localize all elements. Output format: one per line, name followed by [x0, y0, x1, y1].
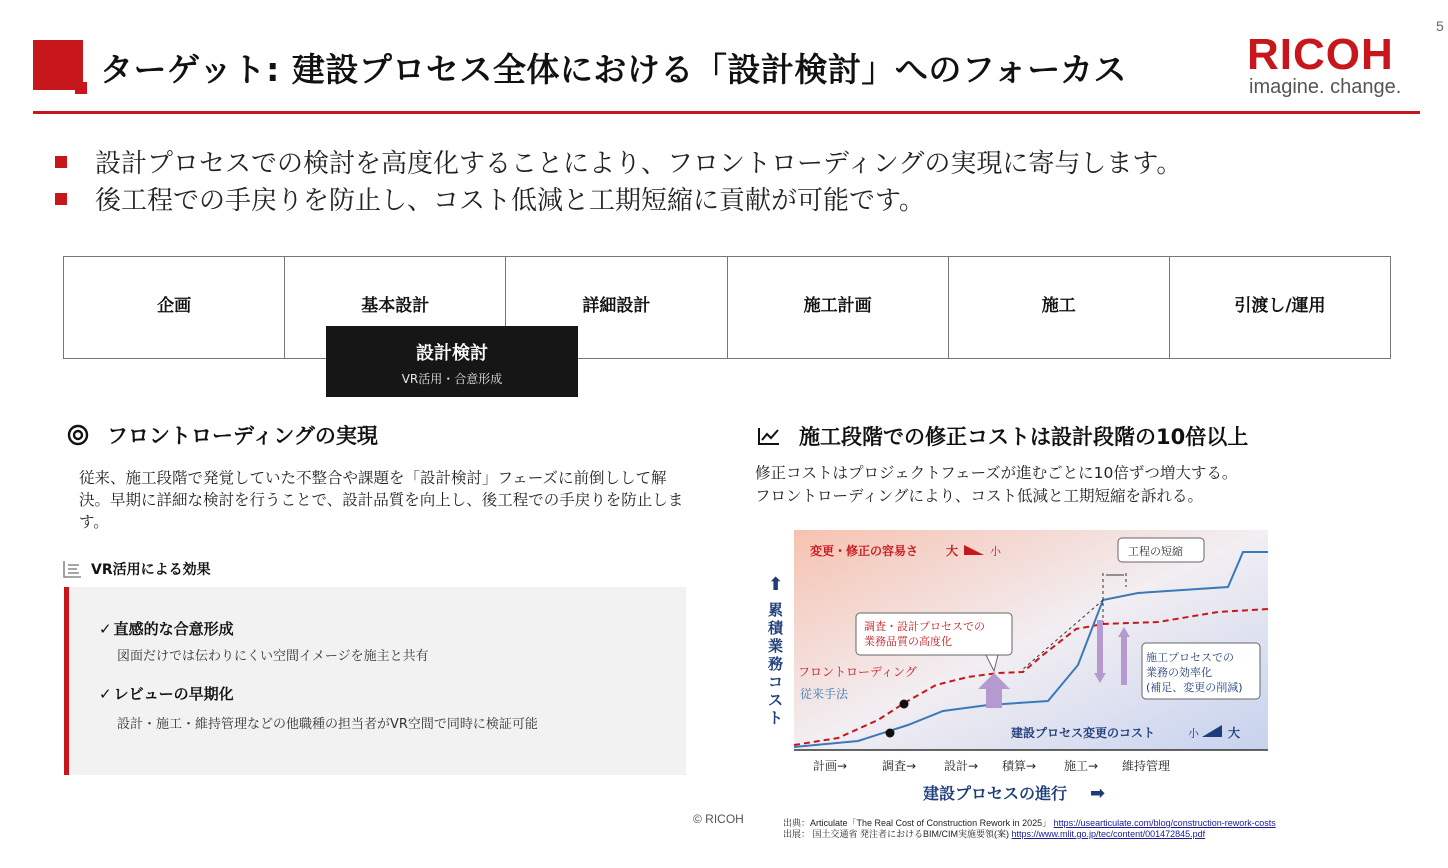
bottom-cost-label: 建設プロセス変更のコスト: [1011, 726, 1156, 740]
target-icon: [67, 424, 89, 446]
bottom-large-label: 大: [1228, 726, 1241, 740]
vr-effects-box: [64, 587, 686, 775]
y-axis-label: [767, 601, 784, 727]
series-label-conventional: 従来手法: [800, 687, 849, 701]
title-divider: [33, 111, 1420, 114]
frontloading-heading: [67, 420, 378, 450]
page-number: 5: [1436, 18, 1444, 34]
bullet-item: [55, 180, 925, 217]
slide-title: ターゲット: 建設プロセス全体における「設計検討」へのフォーカス: [100, 50, 1128, 89]
top-small-label: 小: [990, 545, 1001, 558]
design-review-focus-box: [326, 326, 578, 397]
y-label-char: ト: [768, 709, 784, 727]
annotation-text: 業務の効率化: [1146, 666, 1212, 679]
logo-tagline: imagine. change.: [1249, 76, 1402, 98]
check-icon: ✓: [99, 685, 112, 703]
x-tick-labels: [813, 758, 1170, 773]
ricoh-logo: RICOH: [1247, 30, 1394, 79]
vr-effects-heading: [62, 559, 211, 579]
bullet-text: 後工程での手戻りを防止し、コスト低減と工期短縮に貢献が可能です。: [95, 186, 925, 216]
x-tick-label: 調査→: [882, 759, 917, 773]
y-label-char: 積: [768, 619, 784, 637]
x-tick-label: 積算→: [1002, 759, 1037, 773]
phase-construction-planning: 施工計画: [728, 257, 949, 358]
top-large-label: 大: [946, 544, 959, 558]
bullet-square-icon: [55, 156, 67, 168]
source-text: 出展： 国土交通省 発注者におけるBIM/CIM実施要領(案): [783, 829, 1009, 839]
y-label-char: 務: [768, 655, 784, 673]
y-label-char: コ: [768, 673, 784, 691]
paragraph-line: フロントローディングにより、コスト低減と工期短縮を訴れる。: [755, 487, 1203, 505]
annotation-text: 施工プロセスでの: [1146, 651, 1234, 664]
annotation-text: 調査・設計プロセスでの: [864, 620, 985, 633]
x-axis-label: 建設プロセスの進行: [923, 784, 1068, 803]
section-heading-text: フロントローディングの実現: [107, 424, 378, 448]
y-axis-arrow-icon: ⬆: [768, 574, 784, 595]
series-label-frontloading: フロントローディング: [798, 665, 917, 679]
source-link[interactable]: https://usearticulate.com/blog/construction-rework-costs: [1053, 818, 1276, 828]
cost-curve-chart: [758, 525, 1278, 810]
data-point: [900, 700, 909, 709]
phase-detailed-design: 詳細設計: [506, 257, 727, 358]
line-chart-icon: [757, 426, 781, 446]
rework-cost-heading: [757, 421, 1248, 451]
x-tick-label: 維持管理: [1122, 759, 1171, 773]
y-label-char: 累: [768, 601, 784, 619]
top-ease-label: 変更・修正の容易さ: [810, 544, 919, 558]
annotation-text: (補足、変更の削減): [1146, 681, 1243, 694]
x-tick-label: 施工→: [1064, 759, 1099, 773]
phase-basic-design: 基本設計: [285, 257, 506, 358]
data-point: [886, 729, 895, 738]
section-heading-text: 施工段階での修正コストは設計段階の10倍以上: [799, 425, 1249, 449]
phase-planning: 企画: [64, 257, 285, 358]
effect-title-text: 直感的な合意形成: [113, 620, 234, 638]
phase-construction: 施工: [949, 257, 1170, 358]
paragraph-line: 修正コストはプロジェクトフェーズが進むごとに10倍ずつ増大する。: [755, 464, 1238, 482]
y-label-char: 業: [768, 637, 784, 655]
source-line: [783, 827, 1205, 840]
effect-title: [99, 618, 234, 639]
effect-title-text: レビューの早期化: [113, 685, 234, 703]
focus-title: 設計検討: [416, 343, 488, 364]
source-link[interactable]: https://www.mlit.go.jp/tec/content/001472845.pdf: [1011, 829, 1206, 839]
annotation-text: 工程の短縮: [1128, 545, 1183, 558]
effect-desc: 図面だけでは伝わりにくい空間イメージを施主と共有: [117, 649, 429, 664]
rework-cost-paragraph: [755, 462, 1355, 508]
source-text: 出典：Articulate「The Real Cost of Construction Rework in 2025」: [783, 818, 1052, 828]
bottom-small-label: 小: [1188, 727, 1199, 740]
copyright: © RICOH: [693, 812, 744, 826]
title-mark: [33, 40, 83, 90]
frontloading-paragraph: 従来、施工段階で発覚していた不整合や課題を「設計検討」フェーズに前倒しして解決。早期に詳細な検討を行うことで、設計品質を向上し、後工程での手戻りを防止します。: [79, 469, 684, 531]
bullet-square-icon: [55, 193, 67, 205]
x-axis-arrow-icon: ➡: [1090, 783, 1106, 804]
focus-subtitle: VR活用・合意形成: [401, 372, 503, 386]
check-icon: ✓: [99, 620, 112, 638]
phase-row: [63, 256, 1391, 359]
effect-title: [99, 683, 234, 704]
bullet-item: [55, 143, 1182, 180]
list-icon: [62, 560, 82, 578]
bullet-text: 設計プロセスでの検討を高度化することにより、フロントローディングの実現に寄与します。: [95, 149, 1183, 179]
phase-handover: 引渡し/運用: [1234, 296, 1326, 316]
effect-desc: 設計・施工・維持管理などの他職種の担当者がVR空間で同時に検証可能: [117, 717, 538, 732]
y-label-char: ス: [768, 691, 784, 709]
vr-heading-text: VR活用による効果: [91, 562, 211, 578]
annotation-text: 業務品質の高度化: [864, 635, 952, 648]
x-tick-label: 計画→: [813, 759, 848, 773]
x-tick-label: 設計→: [944, 759, 979, 773]
